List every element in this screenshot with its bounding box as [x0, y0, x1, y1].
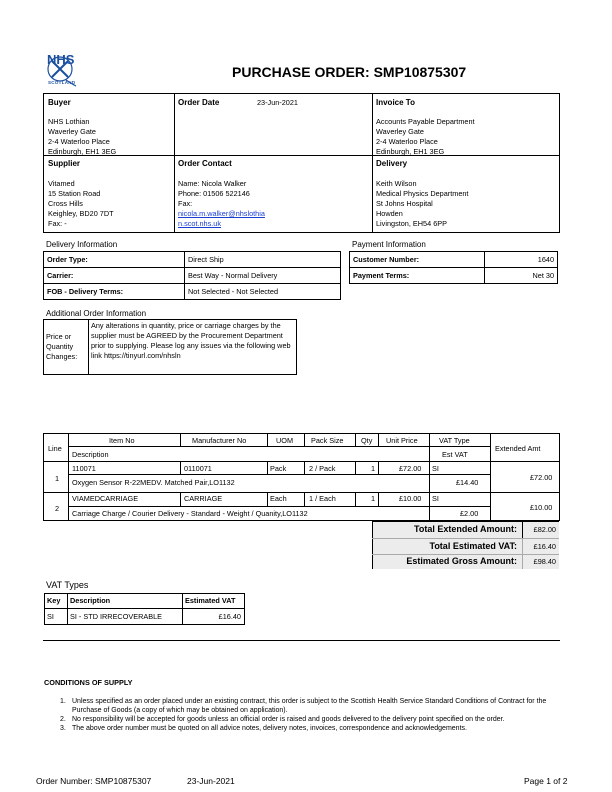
supplier-address: Vitamed 15 Station Road Cross Hills Keighley, BD20 7DT Fax: - [48, 179, 114, 228]
total-vat-value: £16.40 [533, 542, 556, 551]
col-header-line: Line [48, 444, 62, 453]
list-item: 1. Unless specified as an order placed under an existing contract, this order is subject to the Scottish Health Service Standard Conditions of Contract for the Purchase of Goods (a copy of which may be obtained on application). [60, 698, 547, 714]
table-row: Carrier: Best Way - Normal Delivery [44, 268, 341, 284]
totals-block [372, 521, 559, 569]
col-header-description: Description [72, 450, 109, 459]
payment-info-heading: Payment Information [352, 240, 426, 249]
col-header-pack-size: Pack Size [311, 436, 344, 445]
order-date-value: 23-Jun-2021 [257, 98, 298, 107]
contact-email-link-cont[interactable]: n.scot.nhs.uk [178, 219, 221, 228]
buyer-heading: Buyer [48, 98, 71, 107]
table-row: Order Type: Direct Ship [44, 252, 341, 268]
list-item: 3. The above order number must be quoted on all advice notes, delivery notes, invoices, correspondence and acknowledgements. [60, 725, 467, 732]
delivery-info-heading: Delivery Information [46, 240, 118, 249]
price-quantity-label: Price or Quantity Changes: [46, 332, 78, 361]
invoice-to-heading: Invoice To [376, 98, 415, 107]
table-row: Payment Terms: Net 30 [350, 268, 558, 284]
price-quantity-text: Any alterations in quantity, price or carriage charges by the supplier must be AGREED by the Procurement Department prior to supplying. Please log any issues via the following web link https://tinyurl.com/nhsln [91, 321, 291, 360]
delivery-heading: Delivery [376, 159, 408, 168]
col-header-extended-amt: Extended Amt [495, 444, 541, 453]
table-row: Key Description Estimated VAT [45, 594, 245, 609]
nhs-scotland-logo [40, 52, 80, 92]
order-contact-details: Name: Nicola Walker Phone: 01506 522146 Fax: nicola.m.walker@nhslothia n.scot.nhs.uk [178, 179, 265, 228]
buyer-address: NHS Lothian Waverley Gate 2-4 Waterloo Place Edinburgh, EH1 3EG [48, 117, 117, 156]
col-header-vat-type: VAT Type [439, 436, 470, 445]
footer-page-number: Page 1 of 2 [524, 776, 568, 786]
invoice-to-address: Accounts Payable Department Waverley Gate 2-4 Waterloo Place Edinburgh, EH1 3EG [376, 117, 475, 156]
gross-amount-label: Estimated Gross Amount: [406, 556, 517, 566]
total-extended-value: £82.00 [533, 525, 556, 534]
conditions-heading: CONDITIONS OF SUPPLY [44, 678, 133, 687]
payment-info-table [349, 251, 558, 284]
logo-scotland-text: SCOTLAND [48, 80, 76, 85]
list-item: 2. No responsibility will be accepted for goods unless an official order is raised and goods delivered to the delivery point specified on the order. [60, 716, 505, 723]
items-table: Line Item No Manufacturer No UOM Pack Size Qty Unit Price VAT Type Extended Amt Description Est VAT 1 110071 0110071 Pack 2 / Pack 1 £72.00 SI £72.00 Oxygen Sensor R-22MEDV. Matched Pair,LO1132 £14.40 2 VIAMEDCARRIAGE CARRIAGE Each 1 / Each 1 £10.00 SI £10.00 Carriage Charge / Courier Delivery - Standard - Weight / Quanity,LO1132 £2.00 [43, 433, 560, 521]
logo-nhs-text: NHS [47, 52, 75, 67]
col-header-est-vat: Est VAT [442, 450, 468, 459]
contact-email-link[interactable]: nicola.m.walker@nhslothia [178, 209, 265, 218]
table-row: Customer Number: 1640 [350, 252, 558, 268]
page-title: PURCHASE ORDER: SMP10875307 [232, 64, 467, 80]
table-row: SI SI - STD IRRECOVERABLE £16.40 [45, 609, 245, 625]
additional-info-box [43, 319, 297, 375]
total-vat-label: Total Estimated VAT: [429, 541, 517, 551]
delivery-address: Keith Wilson Medical Physics Department St Johns Hospital Howden Livingston, EH54 6PP [376, 179, 469, 228]
supplier-heading: Supplier [48, 159, 81, 168]
total-extended-label: Total Extended Amount: [414, 524, 517, 534]
table-row: FOB - Delivery Terms: Not Selected - Not Selected [44, 284, 341, 300]
divider [43, 640, 560, 641]
delivery-info-table [43, 251, 341, 300]
col-header-manufacturer-no: Manufacturer No [192, 436, 247, 445]
col-header-unit-price: Unit Price [386, 436, 418, 445]
vat-types-heading: VAT Types [46, 580, 89, 590]
footer-order-number: Order Number: SMP10875307 [36, 776, 152, 786]
footer-date: 23-Jun-2021 [187, 776, 235, 786]
col-header-item-no: Item No [109, 436, 135, 445]
conditions-list [60, 697, 572, 733]
order-date-label: Order Date [178, 98, 220, 107]
col-header-qty: Qty [361, 436, 373, 445]
gross-amount-value: £98.40 [533, 557, 556, 566]
vat-types-table [44, 593, 245, 625]
order-contact-heading: Order Contact [178, 159, 232, 168]
header-grid [43, 93, 560, 233]
additional-info-heading: Additional Order Information [46, 309, 147, 318]
col-header-uom: UOM [276, 436, 294, 445]
